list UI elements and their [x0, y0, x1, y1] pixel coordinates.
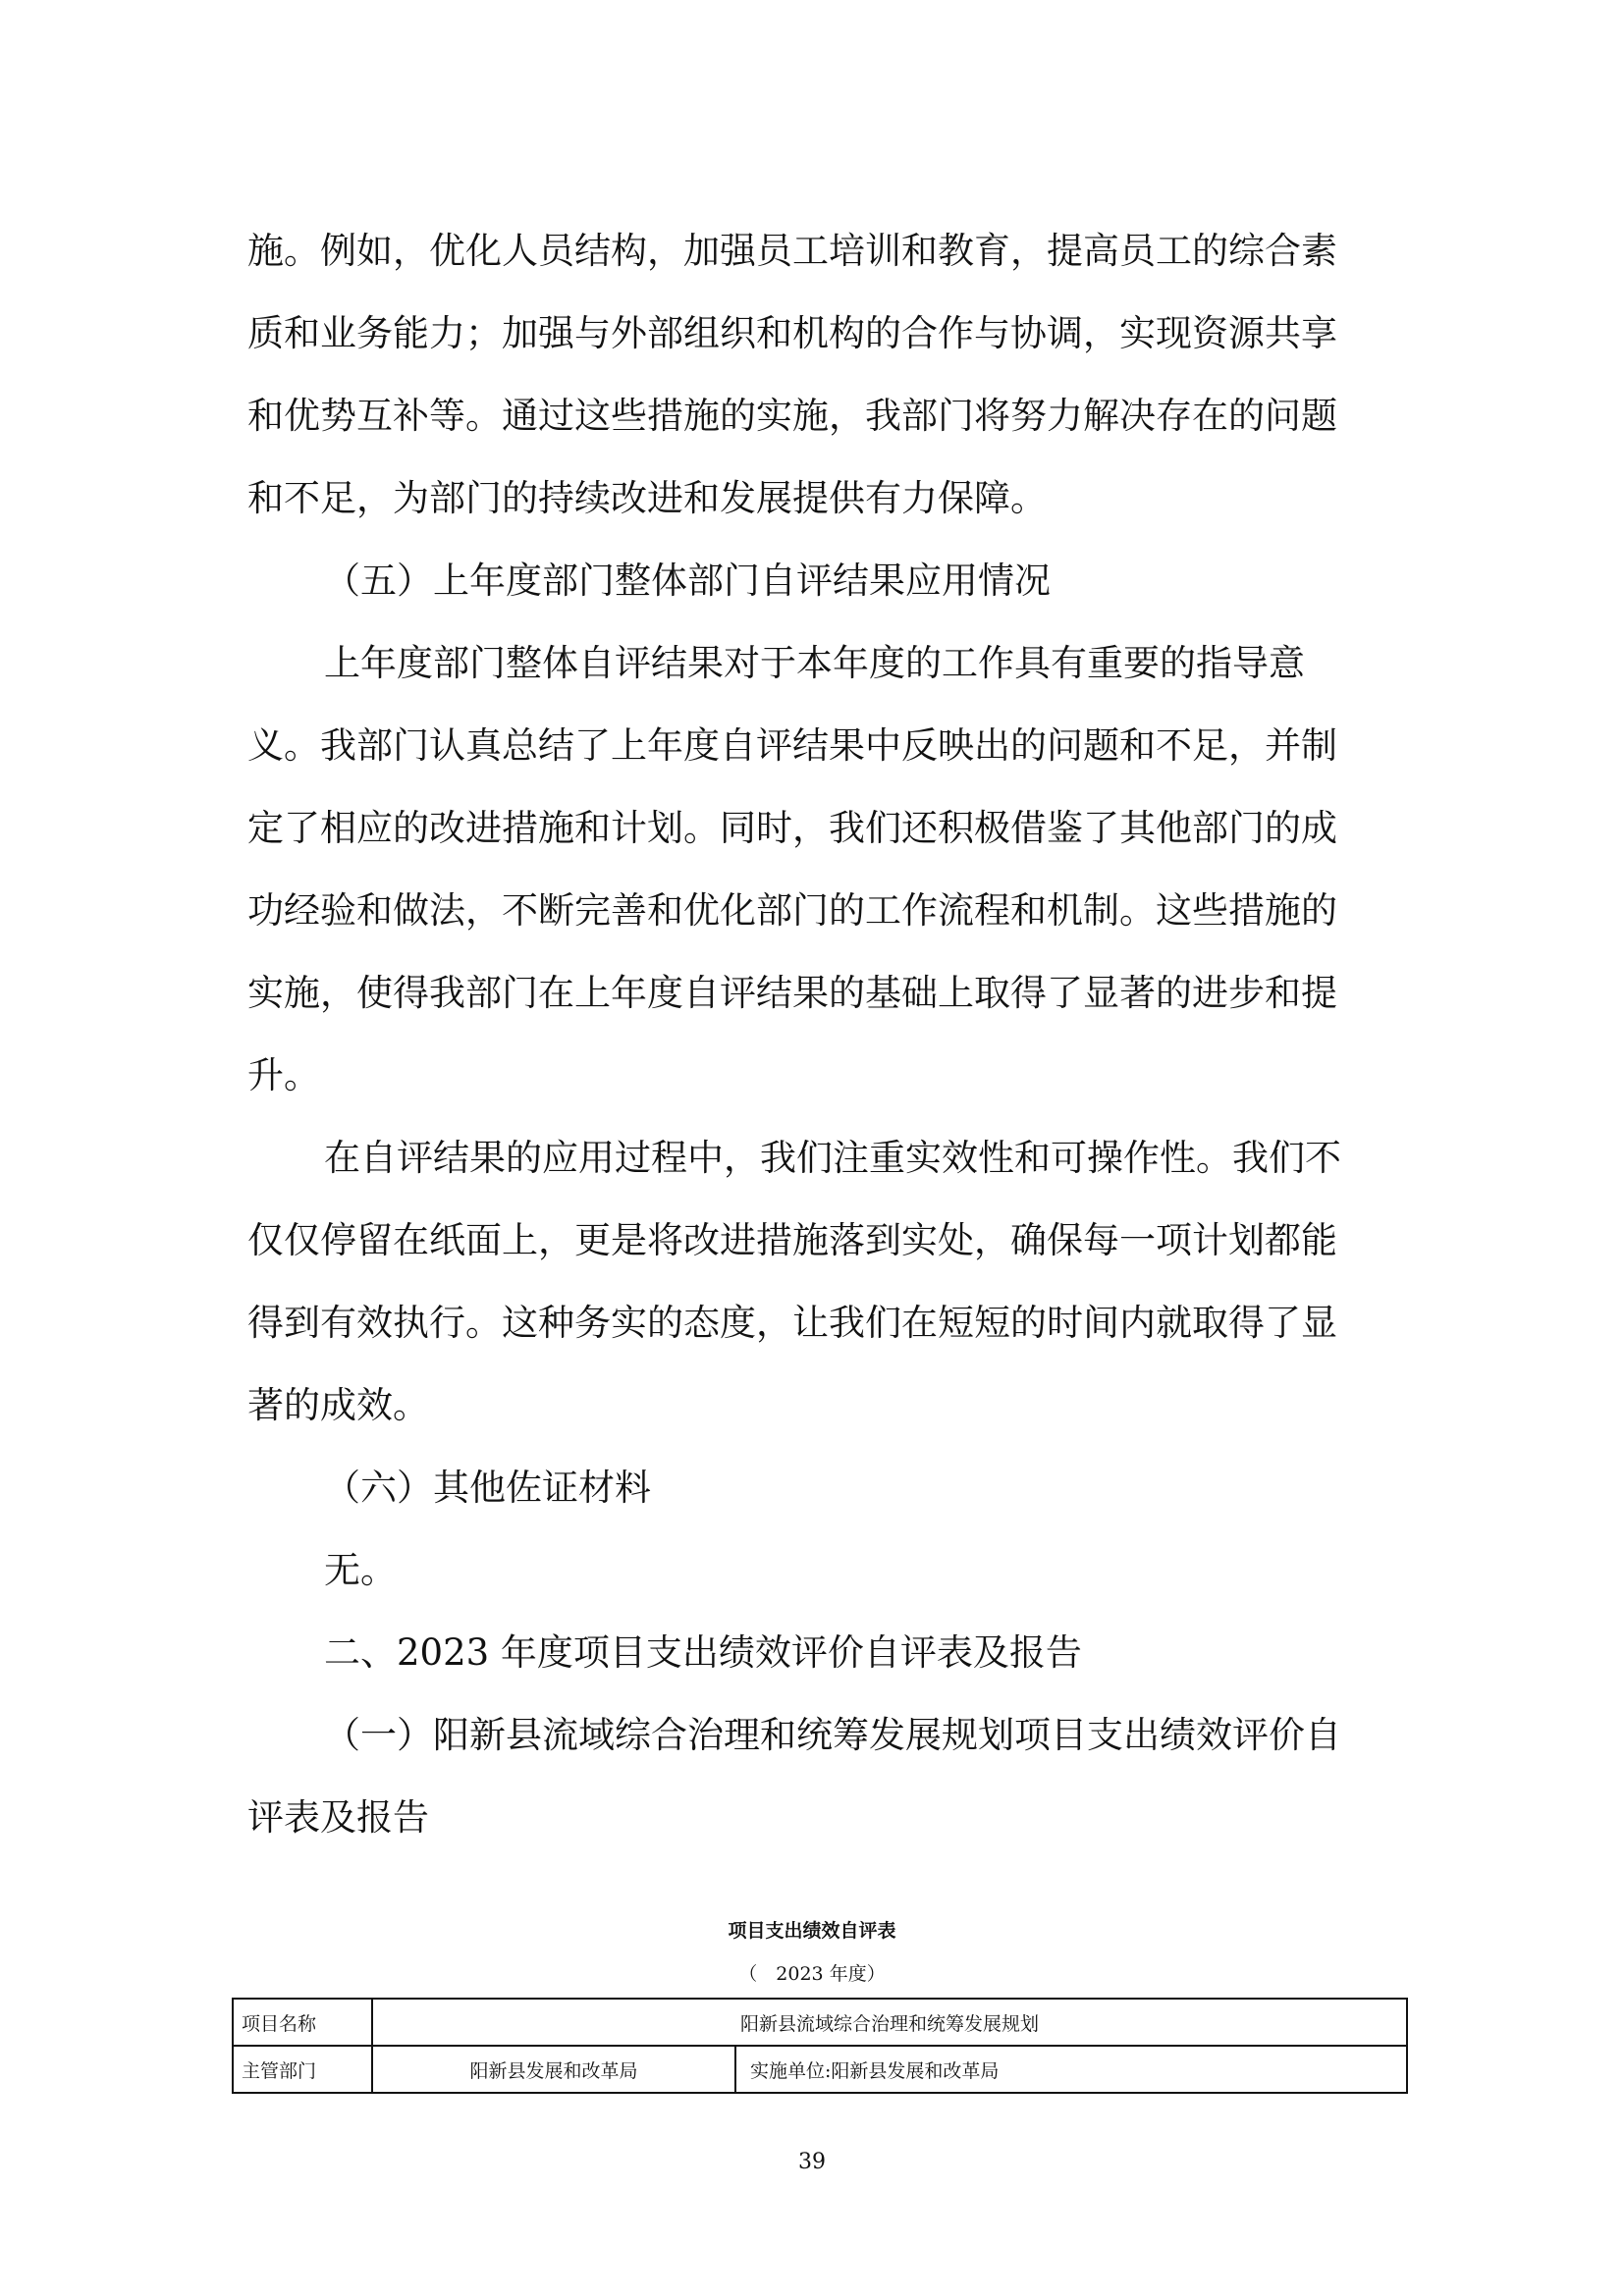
text-line: 仅仅停留在纸面上，更是将改进措施落到实处，确保每一项计划都能 — [247, 1219, 1337, 1261]
text-line: 义。我部门认真总结了上年度自评结果中反映出的问题和不足，并制 — [247, 724, 1337, 767]
text-line: 功经验和做法，不断完善和优化部门的工作流程和机制。这些措施的 — [247, 889, 1337, 932]
section-heading-6: （六）其他佐证材料 — [324, 1467, 651, 1509]
text-line: 在自评结果的应用过程中，我们注重实效性和可操作性。我们不 — [324, 1137, 1341, 1179]
text-line: 得到有效执行。这种务实的态度，让我们在短短的时间内就取得了显 — [247, 1302, 1337, 1344]
table-row — [233, 1999, 1407, 2046]
table-row — [233, 2046, 1407, 2093]
body-text — [247, 210, 1386, 1859]
text-line: 升。 — [247, 1054, 320, 1096]
text-line: 和优势互补等。通过这些措施的实施，我部门将努力解决存在的问题 — [247, 395, 1337, 437]
implementing-unit: 实施单位:阳新县发展和改革局 — [735, 2046, 1407, 2093]
text-line: 施。例如，优化人员结构，加强员工培训和教育，提高员工的综合素 — [247, 230, 1337, 272]
text-line: 著的成效。 — [247, 1384, 429, 1426]
text-line: 定了相应的改进措施和计划。同时，我们还积极借鉴了其他部门的成 — [247, 807, 1337, 849]
subsection-heading-1: （一）阳新县流域综合治理和统筹发展规划项目支出绩效评价自 — [324, 1714, 1341, 1756]
text-line: 实施，使得我部门在上年度自评结果的基础上取得了显著的进步和提 — [247, 972, 1337, 1014]
page-number: 39 — [798, 2150, 826, 2174]
project-name-value: 阳新县流域综合治理和统筹发展规划 — [372, 1999, 1407, 2046]
table-year: （ 2023 年度） — [738, 1963, 886, 1985]
text-line: 上年度部门整体自评结果对于本年度的工作具有重要的指导意 — [324, 642, 1305, 684]
row-label: 主管部门 — [233, 2046, 372, 2093]
section-heading-2: 二、2023 年度项目支出绩效评价自评表及报告 — [324, 1631, 1082, 1674]
table-title: 项目支出绩效自评表 — [728, 1920, 896, 1942]
text-line: 质和业务能力；加强与外部组织和机构的合作与协调，实现资源共享 — [247, 312, 1337, 354]
row-label: 项目名称 — [233, 1999, 372, 2046]
evaluation-table — [232, 1998, 1408, 2094]
text-line: 评表及报告 — [247, 1796, 429, 1839]
section-heading-5: （五）上年度部门整体部门自评结果应用情况 — [324, 560, 1051, 602]
department-value: 阳新县发展和改革局 — [372, 2046, 735, 2093]
text-line: 和不足，为部门的持续改进和发展提供有力保障。 — [247, 477, 1047, 519]
text-line: 无。 — [324, 1549, 397, 1591]
